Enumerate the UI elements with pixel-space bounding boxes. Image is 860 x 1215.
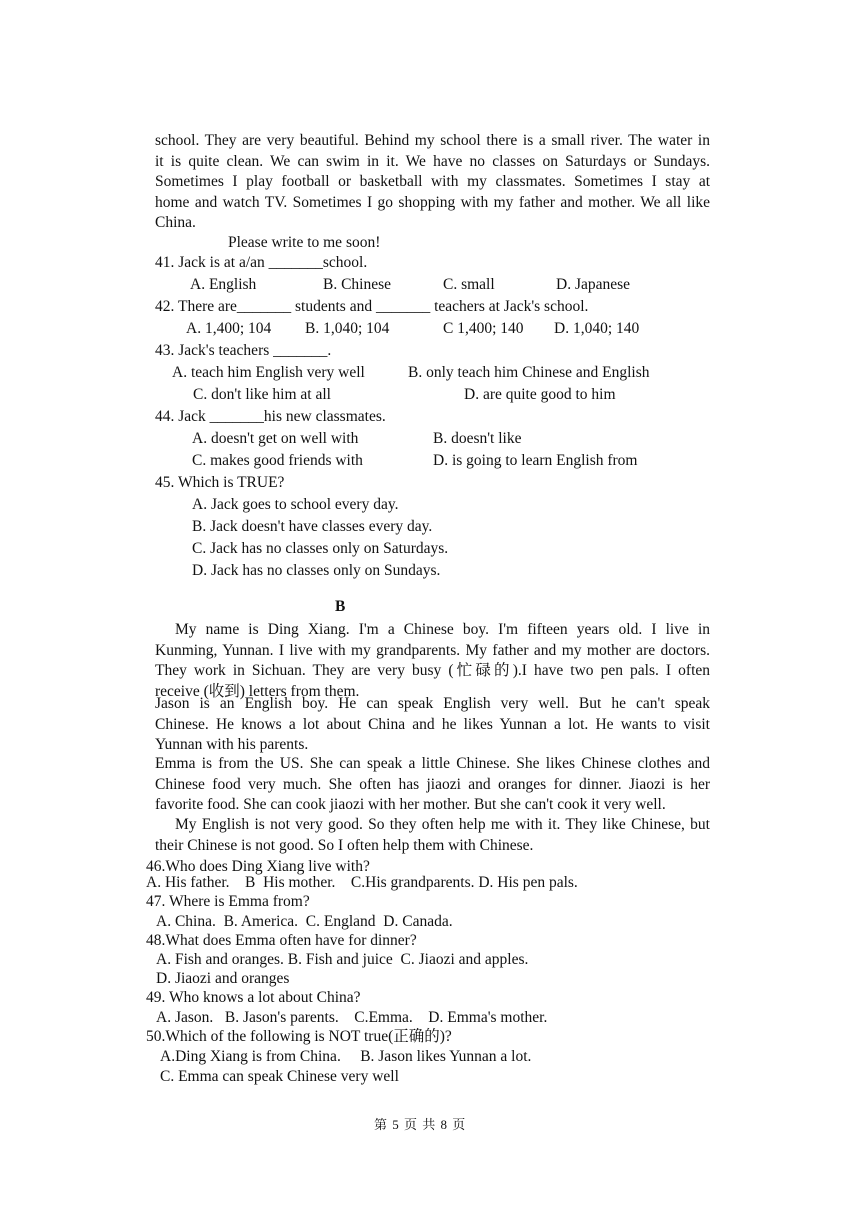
option-b: B. only teach him Chinese and English	[408, 364, 650, 381]
option-b: B. Jack doesn't have classes every day.	[192, 518, 433, 535]
letter-continuation	[155, 131, 710, 234]
option-c: C 1,400; 140	[443, 320, 524, 337]
option-c: C. small	[443, 276, 495, 293]
passage-b-paragraph-2	[155, 694, 710, 756]
option-d: D. Japanese	[556, 276, 631, 293]
question-49-stem: 49. Who knows a lot about China?	[146, 989, 361, 1006]
option-a: A. Jack goes to school every day.	[192, 496, 399, 513]
text-line: My English is not very good. So they often help me with it. They like Chinese, but	[175, 816, 710, 833]
option-d: D. is going to learn English from	[433, 452, 638, 469]
option-c: C. makes good friends with	[192, 452, 363, 469]
section-b-title: B	[335, 598, 346, 615]
passage-b-paragraph-4	[155, 815, 710, 856]
question-46-stem: 46.Who does Ding Xiang live with?	[146, 858, 370, 875]
text-line: Jason is an English boy. He can speak English very well. But he can't speak	[155, 695, 710, 712]
question-44-stem: 44. Jack _______his new classmates.	[155, 408, 386, 425]
option-a: A. doesn't get on well with	[192, 430, 359, 447]
text-line: their Chinese is not good. So I often help them with Chinese.	[155, 836, 534, 854]
question-50-options: A.Ding Xiang is from China. B. Jason likes Yunnan a lot.	[160, 1048, 532, 1065]
question-50-options-line2: C. Emma can speak Chinese very well	[160, 1068, 399, 1085]
text-line: Kunming, Yunnan. I live with my grandparents. My father and my mother are doctors.	[155, 641, 710, 659]
text-line: Emma is from the US. She can speak a little Chinese. She likes Chinese clothes and	[155, 755, 710, 772]
page-footer: 第 5 页 共 8 页	[374, 1117, 467, 1132]
text-line: Chinese. He knows a lot about China and he likes Yunnan a lot. He wants to visit	[155, 715, 710, 733]
text-line: China.	[155, 214, 196, 231]
question-46-options: A. His father. B His mother. C.His grandparents. D. His pen pals.	[146, 874, 578, 891]
text-line: Yunnan with his parents.	[155, 736, 309, 753]
option-d: D. 1,040; 140	[554, 320, 640, 337]
passage-b-paragraph-3	[155, 754, 710, 816]
option-b: B. doesn't like	[433, 430, 522, 447]
question-47-options: A. China. B. America. C. England D. Canada.	[156, 913, 453, 930]
question-50-stem: 50.Which of the following is NOT true(正确的)?	[146, 1028, 452, 1045]
option-b: B. 1,040; 104	[305, 320, 390, 337]
option-c: C. Jack has no classes only on Saturdays.	[192, 540, 449, 557]
text-line: Sometimes I play football or basketball with my classmates. Sometimes I stay at	[155, 173, 710, 190]
question-47-stem: 47. Where is Emma from?	[146, 893, 310, 910]
text-line: it is quite clean. We can swim in it. We have no classes on Saturdays or Sundays.	[155, 152, 710, 170]
question-42-stem: 42. There are_______ students and _______ teachers at Jack's school.	[155, 298, 589, 315]
text-line: school. They are very beautiful. Behind my school there is a small river. The water in	[155, 132, 710, 149]
text-line: favorite food. She can cook jiaozi with her mother. But she can't cook it very well.	[155, 796, 666, 813]
text-line: My name is Ding Xiang. I'm a Chinese boy. I'm fifteen years old. I live in	[175, 621, 710, 638]
question-48-options: A. Fish and oranges. B. Fish and juice C. Jiaozi and apples.	[156, 951, 529, 968]
option-d: D. are quite good to him	[464, 386, 616, 403]
text-line: Chinese food very much. She often has jiaozi and oranges for dinner. Jiaozi is her	[155, 775, 710, 793]
question-45-stem: 45. Which is TRUE?	[155, 474, 285, 491]
option-a: A. English	[190, 276, 257, 293]
text-line: receive (收到) letters from them.	[155, 682, 360, 700]
text-line: They work in Sichuan. They are very busy (忙碌的).I have two pen pals. I often	[155, 662, 710, 679]
question-49-options: A. Jason. B. Jason's parents. C.Emma. D. Emma's mother.	[156, 1009, 548, 1026]
option-d: D. Jack has no classes only on Sundays.	[192, 562, 441, 579]
option-a: A. teach him English very well	[172, 364, 365, 381]
question-41-stem: 41. Jack is at a/an _______school.	[155, 254, 368, 271]
letter-closing: Please write to me soon!	[228, 234, 381, 251]
option-a: A. 1,400; 104	[186, 320, 272, 337]
question-48-stem: 48.What does Emma often have for dinner?	[146, 932, 417, 949]
option-b: B. Chinese	[323, 276, 392, 293]
option-c: C. don't like him at all	[193, 386, 331, 403]
text-line: home and watch TV. Sometimes I go shopping with my father and mother. We all like	[155, 193, 710, 211]
question-48-options-line2: D. Jiaozi and oranges	[156, 970, 290, 987]
passage-b-paragraph-1	[155, 620, 710, 702]
question-43-stem: 43. Jack's teachers _______.	[155, 342, 332, 359]
